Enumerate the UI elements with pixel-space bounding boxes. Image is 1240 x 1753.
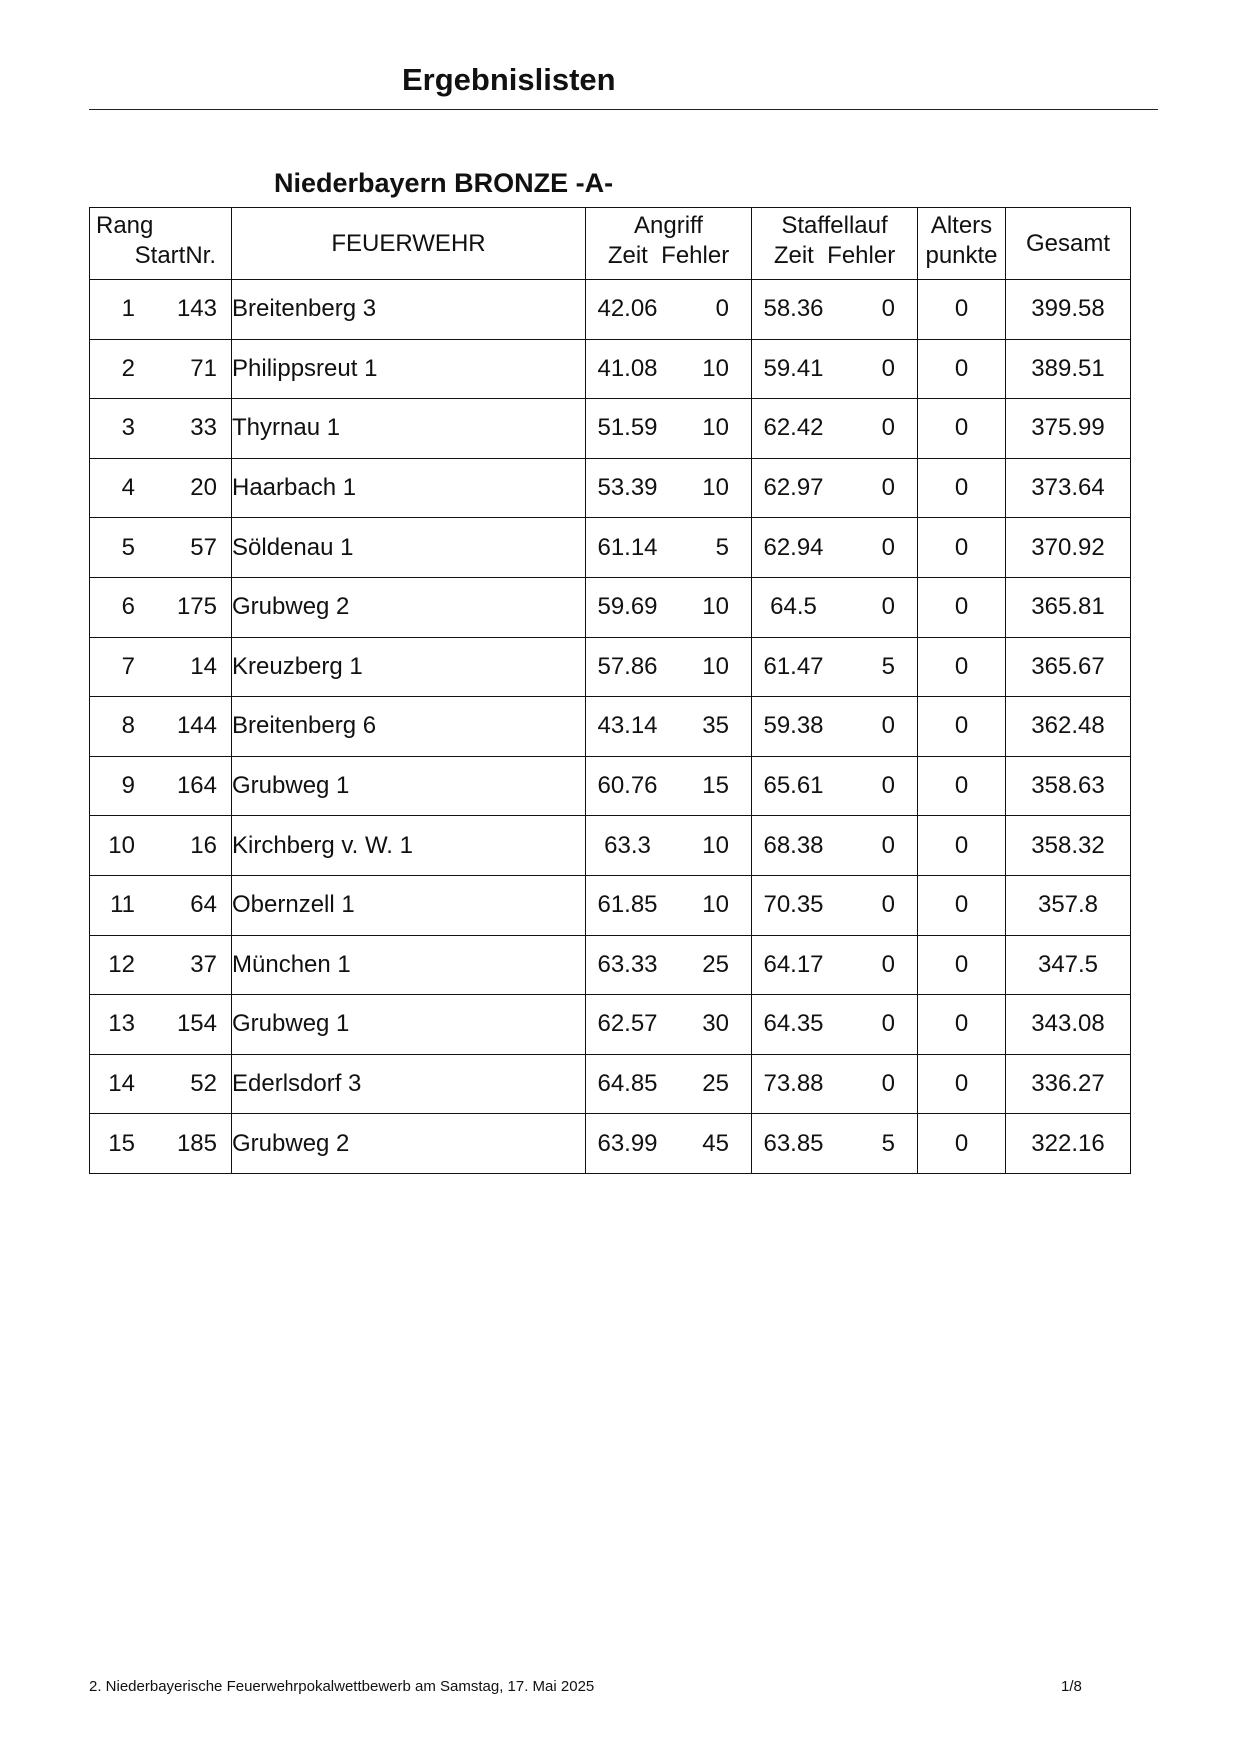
angriff-zeit: 63.3 xyxy=(604,831,651,859)
gesamt-value: 365.67 xyxy=(1006,637,1131,697)
staffellauf-zeit: 63.85 xyxy=(763,1129,824,1157)
startnr-value: 14 xyxy=(190,652,217,680)
angriff-fehler: 0 xyxy=(715,295,729,323)
angriff-cell xyxy=(586,518,752,578)
alterspunkte-value: 0 xyxy=(918,1054,1006,1114)
angriff-zeit: 60.76 xyxy=(597,772,658,800)
feuerwehr-name: Thyrnau 1 xyxy=(232,399,586,459)
gesamt-value: 358.32 xyxy=(1006,816,1131,876)
angriff-cell xyxy=(586,697,752,757)
feuerwehr-name: München 1 xyxy=(232,935,586,995)
results-table xyxy=(89,207,1131,1174)
startnr-value: 57 xyxy=(190,533,217,561)
feuerwehr-name: Haarbach 1 xyxy=(232,458,586,518)
header-rang: Rang xyxy=(96,212,154,239)
rank-startnr-cell xyxy=(90,1054,232,1114)
rank-startnr-cell xyxy=(90,339,232,399)
staffellauf-fehler: 0 xyxy=(881,1010,895,1038)
alterspunkte-value: 0 xyxy=(918,458,1006,518)
table-row xyxy=(90,518,1131,578)
angriff-zeit: 41.08 xyxy=(597,354,658,382)
staffellauf-zeit: 68.38 xyxy=(763,831,824,859)
gesamt-value: 362.48 xyxy=(1006,697,1131,757)
page-number: 1/8 xyxy=(1061,1678,1082,1695)
staffellauf-zeit: 64.5 xyxy=(770,593,817,621)
table-row xyxy=(90,1114,1131,1174)
startnr-value: 52 xyxy=(190,1070,217,1098)
staffellauf-cell xyxy=(752,875,918,935)
startnr-value: 64 xyxy=(190,891,217,919)
title-divider xyxy=(89,109,1158,110)
header-alters-label: Alters xyxy=(930,212,993,239)
rank-value: 7 xyxy=(121,652,135,680)
feuerwehr-name: Philippsreut 1 xyxy=(232,339,586,399)
angriff-cell xyxy=(586,399,752,459)
angriff-cell xyxy=(586,756,752,816)
gesamt-value: 373.64 xyxy=(1006,458,1131,518)
staffellauf-cell xyxy=(752,1114,918,1174)
table-row xyxy=(90,637,1131,697)
angriff-fehler: 10 xyxy=(702,831,729,859)
angriff-zeit: 53.39 xyxy=(597,474,658,502)
startnr-value: 164 xyxy=(176,772,217,800)
angriff-fehler: 30 xyxy=(702,1010,729,1038)
staffellauf-zeit: 62.42 xyxy=(763,414,824,442)
header-rang-startnr xyxy=(90,208,232,280)
angriff-cell xyxy=(586,458,752,518)
startnr-value: 154 xyxy=(176,1010,217,1038)
angriff-fehler: 25 xyxy=(702,1070,729,1098)
alterspunkte-value: 0 xyxy=(918,995,1006,1055)
angriff-zeit: 57.86 xyxy=(597,652,658,680)
gesamt-value: 322.16 xyxy=(1006,1114,1131,1174)
rank-value: 2 xyxy=(121,354,135,382)
angriff-cell xyxy=(586,339,752,399)
feuerwehr-name: Grubweg 1 xyxy=(232,756,586,816)
startnr-value: 33 xyxy=(190,414,217,442)
staffellauf-cell xyxy=(752,697,918,757)
alterspunkte-value: 0 xyxy=(918,875,1006,935)
alterspunkte-value: 0 xyxy=(918,518,1006,578)
header-staffellauf xyxy=(752,208,918,280)
table-row xyxy=(90,756,1131,816)
staffellauf-fehler: 0 xyxy=(881,593,895,621)
staffellauf-fehler: 0 xyxy=(881,533,895,561)
rank-value: 1 xyxy=(121,295,135,323)
angriff-zeit: 42.06 xyxy=(597,295,658,323)
angriff-zeit: 43.14 xyxy=(597,712,658,740)
staffellauf-fehler: 0 xyxy=(881,772,895,800)
startnr-value: 71 xyxy=(190,354,217,382)
staffellauf-zeit: 64.17 xyxy=(763,950,824,978)
staffellauf-cell xyxy=(752,518,918,578)
startnr-value: 144 xyxy=(176,712,217,740)
feuerwehr-name: Grubweg 1 xyxy=(232,995,586,1055)
staffellauf-cell xyxy=(752,458,918,518)
feuerwehr-name: Breitenberg 3 xyxy=(232,280,586,340)
gesamt-value: 375.99 xyxy=(1006,399,1131,459)
staffellauf-cell xyxy=(752,816,918,876)
staffellauf-fehler: 5 xyxy=(881,1129,895,1157)
alterspunkte-value: 0 xyxy=(918,339,1006,399)
feuerwehr-name: Breitenberg 6 xyxy=(232,697,586,757)
alterspunkte-value: 0 xyxy=(918,697,1006,757)
angriff-cell xyxy=(586,280,752,340)
gesamt-value: 358.63 xyxy=(1006,756,1131,816)
angriff-zeit: 59.69 xyxy=(597,593,658,621)
staffellauf-zeit: 70.35 xyxy=(763,891,824,919)
table-row xyxy=(90,577,1131,637)
rank-startnr-cell xyxy=(90,518,232,578)
startnr-value: 175 xyxy=(176,593,217,621)
angriff-cell xyxy=(586,935,752,995)
header-angriff-label: Angriff xyxy=(634,212,703,239)
angriff-fehler: 5 xyxy=(715,533,729,561)
angriff-fehler: 10 xyxy=(702,593,729,621)
rank-startnr-cell xyxy=(90,637,232,697)
staffellauf-zeit: 62.94 xyxy=(763,533,824,561)
section-title: Niederbayern BRONZE -A- xyxy=(274,168,614,198)
angriff-fehler: 25 xyxy=(702,950,729,978)
feuerwehr-name: Obernzell 1 xyxy=(232,875,586,935)
feuerwehr-name: Söldenau 1 xyxy=(232,518,586,578)
header-startnr: StartNr. xyxy=(134,242,216,269)
gesamt-value: 365.81 xyxy=(1006,577,1131,637)
gesamt-value: 370.92 xyxy=(1006,518,1131,578)
angriff-fehler: 10 xyxy=(702,652,729,680)
rank-value: 6 xyxy=(121,593,135,621)
staffellauf-zeit: 64.35 xyxy=(763,1010,824,1038)
staffellauf-zeit: 65.61 xyxy=(763,772,824,800)
alterspunkte-value: 0 xyxy=(918,280,1006,340)
staffellauf-zeit: 73.88 xyxy=(763,1070,824,1098)
gesamt-value: 357.8 xyxy=(1006,875,1131,935)
rank-value: 11 xyxy=(110,891,135,919)
alterspunkte-value: 0 xyxy=(918,637,1006,697)
alterspunkte-value: 0 xyxy=(918,577,1006,637)
staffellauf-fehler: 5 xyxy=(881,652,895,680)
feuerwehr-name: Kreuzberg 1 xyxy=(232,637,586,697)
angriff-fehler: 10 xyxy=(702,891,729,919)
staffellauf-fehler: 0 xyxy=(881,354,895,382)
angriff-cell xyxy=(586,1114,752,1174)
angriff-fehler: 45 xyxy=(702,1129,729,1157)
header-angriff xyxy=(586,208,752,280)
angriff-zeit: 51.59 xyxy=(597,414,658,442)
alterspunkte-value: 0 xyxy=(918,1114,1006,1174)
staffellauf-zeit: 58.36 xyxy=(763,295,824,323)
header-staffellauf-label: Staffellauf xyxy=(781,212,888,239)
startnr-value: 16 xyxy=(190,831,217,859)
table-row xyxy=(90,280,1131,340)
angriff-zeit: 63.33 xyxy=(597,950,658,978)
staffellauf-fehler: 0 xyxy=(881,1070,895,1098)
staffellauf-fehler: 0 xyxy=(881,831,895,859)
rank-startnr-cell xyxy=(90,875,232,935)
feuerwehr-name: Grubweg 2 xyxy=(232,1114,586,1174)
gesamt-value: 347.5 xyxy=(1006,935,1131,995)
staffellauf-zeit: 59.38 xyxy=(763,712,824,740)
header-staffellauf-sub: Zeit Fehler xyxy=(773,242,896,269)
gesamt-value: 389.51 xyxy=(1006,339,1131,399)
table-row xyxy=(90,1054,1131,1114)
table-row xyxy=(90,339,1131,399)
staffellauf-fehler: 0 xyxy=(881,414,895,442)
angriff-zeit: 62.57 xyxy=(597,1010,658,1038)
rank-startnr-cell xyxy=(90,756,232,816)
feuerwehr-name: Ederlsdorf 3 xyxy=(232,1054,586,1114)
staffellauf-cell xyxy=(752,935,918,995)
startnr-value: 185 xyxy=(176,1129,217,1157)
header-feuerwehr: FEUERWEHR xyxy=(232,208,586,280)
gesamt-value: 343.08 xyxy=(1006,995,1131,1055)
header-row xyxy=(90,208,1131,280)
rank-value: 10 xyxy=(108,831,135,859)
rank-startnr-cell xyxy=(90,399,232,459)
angriff-fehler: 15 xyxy=(702,772,729,800)
angriff-fehler: 35 xyxy=(702,712,729,740)
rank-startnr-cell xyxy=(90,458,232,518)
rank-value: 4 xyxy=(121,474,135,502)
feuerwehr-name: Grubweg 2 xyxy=(232,577,586,637)
startnr-value: 20 xyxy=(190,474,217,502)
feuerwehr-name: Kirchberg v. W. 1 xyxy=(232,816,586,876)
alterspunkte-value: 0 xyxy=(918,399,1006,459)
staffellauf-zeit: 62.97 xyxy=(763,474,824,502)
angriff-zeit: 61.85 xyxy=(597,891,658,919)
startnr-value: 37 xyxy=(190,950,217,978)
staffellauf-fehler: 0 xyxy=(881,712,895,740)
alterspunkte-value: 0 xyxy=(918,756,1006,816)
header-punkte-label: punkte xyxy=(925,242,998,269)
staffellauf-cell xyxy=(752,339,918,399)
angriff-fehler: 10 xyxy=(702,414,729,442)
staffellauf-cell xyxy=(752,637,918,697)
rank-startnr-cell xyxy=(90,697,232,757)
rank-value: 14 xyxy=(108,1070,135,1098)
angriff-zeit: 61.14 xyxy=(597,533,658,561)
alterspunkte-value: 0 xyxy=(918,935,1006,995)
table-row xyxy=(90,875,1131,935)
rank-startnr-cell xyxy=(90,995,232,1055)
staffellauf-cell xyxy=(752,756,918,816)
table-row xyxy=(90,995,1131,1055)
rank-startnr-cell xyxy=(90,577,232,637)
rank-value: 12 xyxy=(108,950,135,978)
rank-startnr-cell xyxy=(90,816,232,876)
alterspunkte-value: 0 xyxy=(918,816,1006,876)
angriff-fehler: 10 xyxy=(702,474,729,502)
gesamt-value: 399.58 xyxy=(1006,280,1131,340)
staffellauf-cell xyxy=(752,399,918,459)
angriff-cell xyxy=(586,875,752,935)
staffellauf-zeit: 61.47 xyxy=(763,652,824,680)
table-row xyxy=(90,935,1131,995)
staffellauf-fehler: 0 xyxy=(881,891,895,919)
angriff-zeit: 63.99 xyxy=(597,1129,658,1157)
staffellauf-cell xyxy=(752,280,918,340)
angriff-cell xyxy=(586,637,752,697)
footer-text: 2. Niederbayerische Feuerwehrpokalwettbewerb am Samstag, 17. Mai 2025 xyxy=(89,1678,595,1695)
rank-startnr-cell xyxy=(90,935,232,995)
rank-value: 9 xyxy=(121,772,135,800)
staffellauf-fehler: 0 xyxy=(881,950,895,978)
staffellauf-zeit: 59.41 xyxy=(763,354,824,382)
angriff-cell xyxy=(586,1054,752,1114)
rank-value: 15 xyxy=(108,1129,135,1157)
table-row xyxy=(90,399,1131,459)
table-row xyxy=(90,458,1131,518)
rank-value: 8 xyxy=(121,712,135,740)
staffellauf-cell xyxy=(752,577,918,637)
header-angriff-sub: Zeit Fehler xyxy=(607,242,730,269)
gesamt-value: 336.27 xyxy=(1006,1054,1131,1114)
staffellauf-fehler: 0 xyxy=(881,295,895,323)
startnr-value: 143 xyxy=(176,295,217,323)
page-title: Ergebnislisten xyxy=(402,62,616,97)
angriff-fehler: 10 xyxy=(702,354,729,382)
rank-value: 5 xyxy=(121,533,135,561)
rank-value: 3 xyxy=(121,414,135,442)
header-gesamt: Gesamt xyxy=(1006,208,1131,280)
rank-startnr-cell xyxy=(90,280,232,340)
angriff-cell xyxy=(586,995,752,1055)
angriff-cell xyxy=(586,577,752,637)
table-row xyxy=(90,816,1131,876)
staffellauf-cell xyxy=(752,995,918,1055)
rank-startnr-cell xyxy=(90,1114,232,1174)
angriff-cell xyxy=(586,816,752,876)
rank-value: 13 xyxy=(108,1010,135,1038)
staffellauf-cell xyxy=(752,1054,918,1114)
angriff-zeit: 64.85 xyxy=(597,1070,658,1098)
header-alterspunkte xyxy=(918,208,1006,280)
table-row xyxy=(90,697,1131,757)
staffellauf-fehler: 0 xyxy=(881,474,895,502)
